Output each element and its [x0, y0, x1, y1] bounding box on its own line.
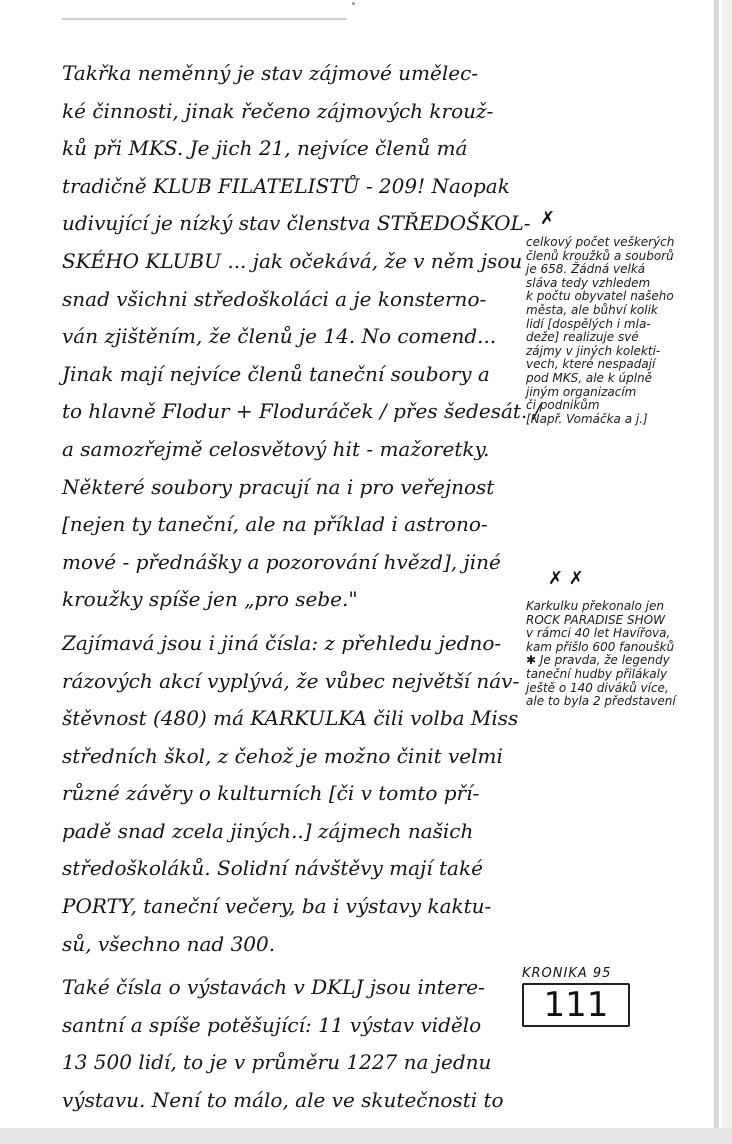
body-line: středoškoláků. Solidní návštěvy mají také: [62, 856, 483, 881]
body-line: santní a spíše potěšující: 11 výstav vidělo: [62, 1012, 482, 1037]
side-note-2: [526, 600, 716, 709]
body-line: výstavu. Není to málo, ale ve skutečnosti to: [62, 1088, 504, 1113]
side-note-line: ✱ Je pravda, že legendy: [526, 653, 670, 668]
body-line: SKÉHO KLUBU ... jak očekává, že v něm jsou: [62, 248, 523, 273]
body-line: kroužky spíše jen „pro sebe.": [62, 587, 358, 612]
body-line: udivující je nízký stav členstva STŘEDOŠKOL-: [62, 211, 531, 236]
side-note-line: jiným organizacím: [526, 384, 637, 399]
body-line: mové - přednášky a pozorování hvězd], jiné: [62, 549, 501, 574]
body-line: štěvnost (480) má KARKULKA čili volba Miss: [62, 706, 519, 731]
side-note-line: ROCK PARADISE SHOW: [526, 612, 665, 627]
side-note-line: v rámci 40 let Havířova,: [526, 626, 671, 641]
body-line: padě snad zcela jiných..] zájmech našich: [62, 818, 474, 843]
side-note-line: celkový počet veškerých: [526, 235, 675, 249]
footnote-marker-2: ✗ ✗: [548, 568, 584, 589]
body-line: a samozřejmě celosvětový hit - mažoretky.: [62, 436, 490, 461]
chronicle-label: KRONIKA 95: [522, 966, 612, 981]
body-line: Jinak mají nejvíce členů taneční soubory a: [62, 361, 490, 386]
body-line: Také čísla o výstavách v DKLJ jsou intere-: [62, 975, 485, 1000]
body-line: tradičně KLUB FILATELISTŮ - 209! Naopak: [62, 173, 510, 198]
main-text: [62, 55, 541, 1120]
side-note-line: města, ale bůhví kolik: [526, 302, 658, 317]
side-note-line: pod MKS, ale k úplně: [526, 370, 653, 385]
side-note-line: vech, které nespadají: [526, 357, 656, 372]
body-line: Takřka neměnný je stav zájmové umělec-: [62, 61, 479, 85]
body-line: rázových akcí vyplývá, že vůbec největší náv-: [62, 668, 520, 693]
side-note-line: lidí [dospělých i mla-: [526, 316, 651, 331]
side-note-line: členů kroužků a souborů: [526, 248, 674, 263]
body-line: sů, všechno nad 300.: [62, 931, 276, 956]
side-note-line: ještě o 140 diváků více,: [526, 680, 669, 695]
side-note-1: [526, 236, 716, 426]
body-line: středních škol, z čehož je možno činit velmi: [62, 743, 503, 768]
side-note-line: sláva tedy vzhledem: [526, 275, 651, 290]
page-number-box: [522, 983, 630, 1027]
body-line: různé závěry o kulturních [či v tomto pří-: [62, 781, 480, 806]
side-note-line: je 658. Žádná velká: [526, 262, 646, 277]
side-note-line: kam přišlo 600 fanoušků: [526, 639, 675, 654]
page-edge: [714, 0, 719, 1144]
body-line: ván zjištěním, že členů je 14. No comend...: [62, 324, 497, 349]
body-line: to hlavně Flodur + Floduráček / přes šedesát. /: [62, 399, 541, 424]
side-note-line: ale to byla 2 představení: [526, 694, 676, 709]
side-note-line: k počtu obyvatel našeho: [526, 289, 674, 304]
page-number: 111: [543, 985, 609, 1025]
body-line: Zajímavá jsou i jiná čísla: z přehledu jedno-: [62, 630, 502, 655]
body-line: PORTY, taneční večery, ba i výstavy kaktu-: [62, 894, 492, 919]
body-line: snad všichni středoškoláci a je konsterno-: [62, 286, 487, 311]
side-note-line: Karkulku překonalo jen: [526, 599, 664, 613]
side-note-line: deže] realizuje své: [526, 330, 639, 345]
top-rule: [62, 18, 347, 20]
body-line: [nejen ty taneční, ale na příklad i astrono-: [62, 512, 488, 537]
body-line: ké činnosti, jinak řečeno zájmových krouž-: [62, 98, 494, 123]
bottom-edge: [0, 1128, 732, 1144]
side-note-line: či podnikům: [526, 398, 600, 413]
page-edge-shadow: [722, 0, 732, 1144]
speck: [352, 2, 355, 5]
side-note-line: taneční hudby přilákaly: [526, 666, 668, 681]
side-note-line: zájmy v jiných kolekti-: [526, 343, 661, 358]
body-line: ků při MKS. Je jich 21, nejvíce členů má: [62, 136, 468, 161]
footnote-marker-1: ✗: [540, 208, 556, 229]
body-line: Některé soubory pracují na i pro veřejnost: [62, 474, 495, 499]
side-note-line: [Např. Vomáčka a j.]: [526, 411, 648, 426]
body-line: 13 500 lidí, to je v průměru 1227 na jednu: [62, 1050, 492, 1075]
